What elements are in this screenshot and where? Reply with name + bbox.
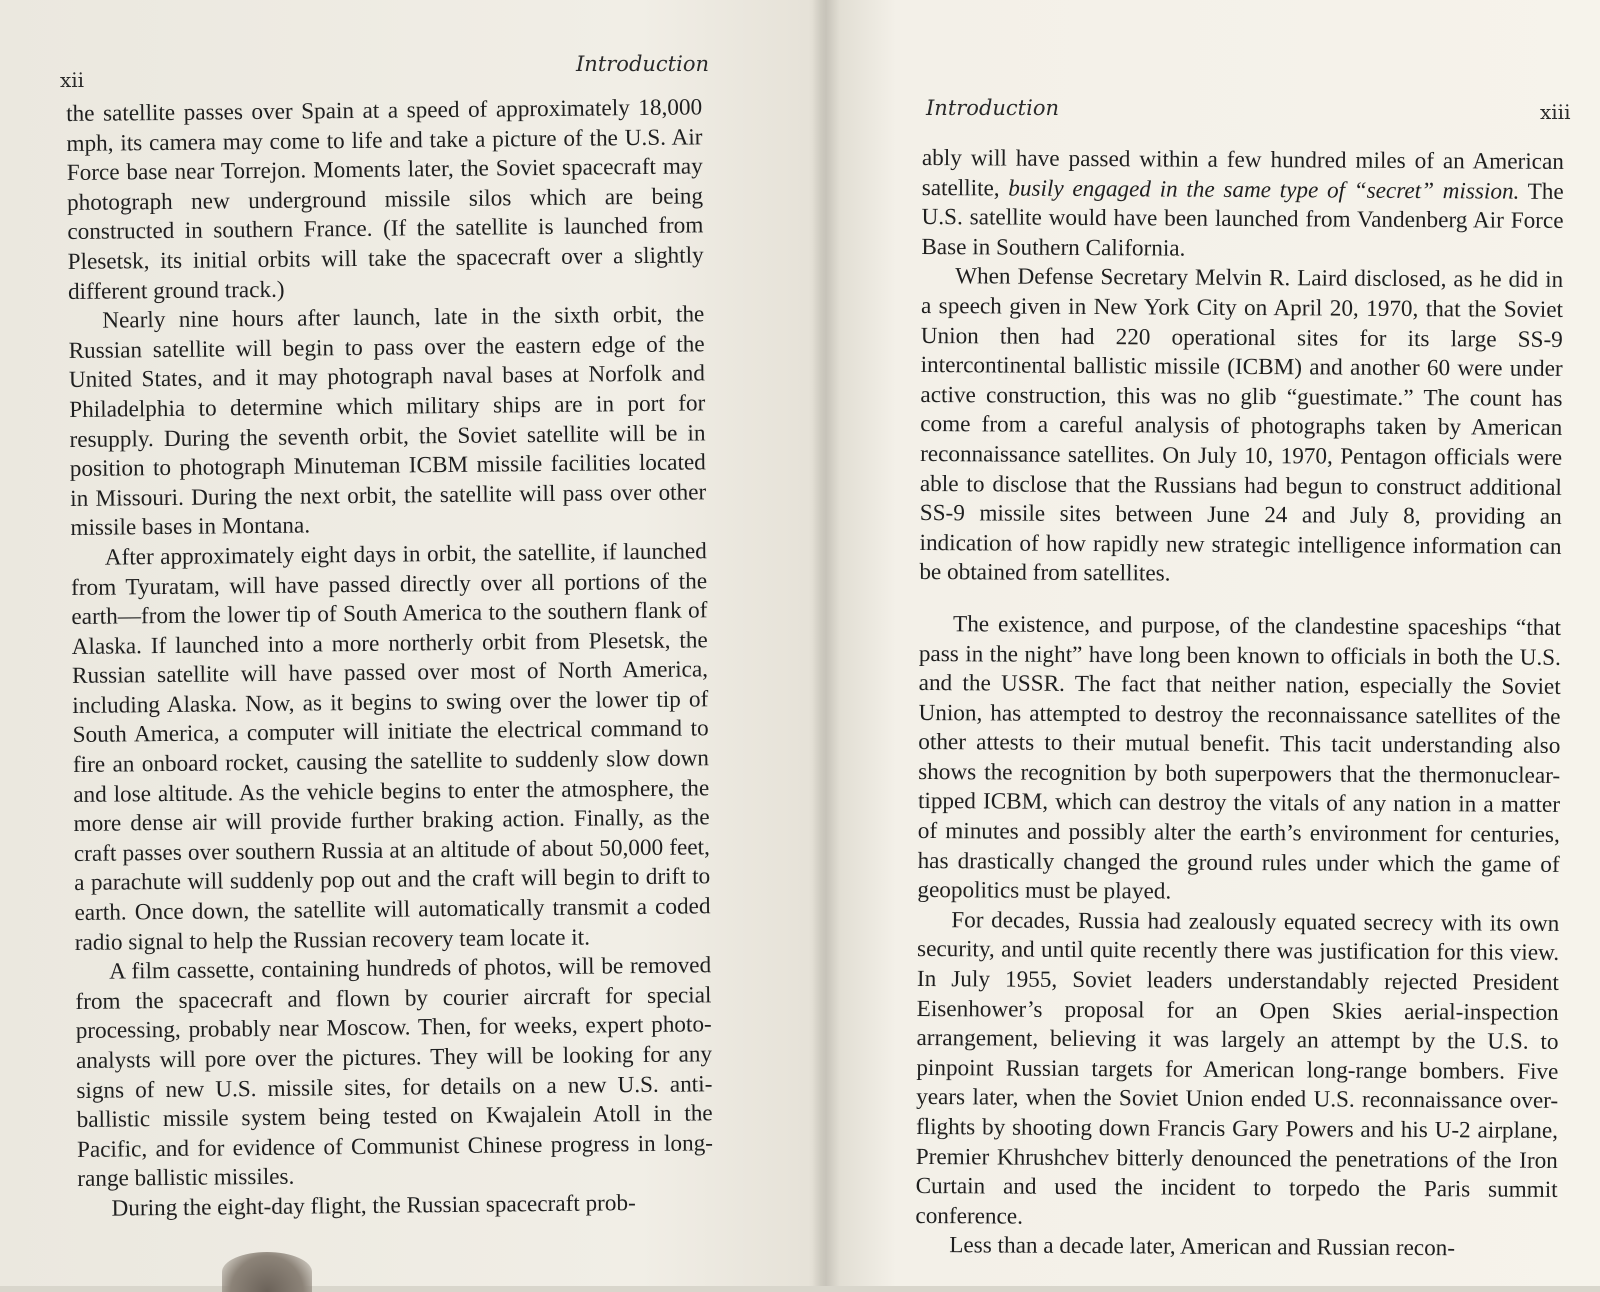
paragraph: the satellite passes over Spain at a speed of approximately 18,000 mph, its camera may come to life and take a picture of the U.S. Air Force base near Torrejon. Moments later, the Soviet spacecraft may photograph new underground missile silos which are being constructed in southern France. (If the satellite is launched from Plesetsk, its initial orbits will take the spacecraft over a slightly different ground track.) — [66, 94, 704, 305]
paragraph-tail: The U.S. satellite would have been launched from Vandenberg Air Force Base in Southern California. — [921, 178, 1564, 262]
paragraph: During the eight-day flight, the Russian spacecraft prob- — [111, 1190, 636, 1222]
paragraph: After approximately eight days in orbit, the satellite, if launched from Tyuratam, will have passed directly over all portions of the earth—from the lower tip of South America to the southern flank of Alaska. If launched into a more northerly orbit from Plesetsk, the Russian satellite will have passed over most of North America, including Alaska. Now, as it begins to swing over the lower tip of South America, a computer will initiate the electrical command to fire an onboard rocket, causing the satellite to suddenly slow down and lose altitude. As the vehicle begins to enter the atmosphere, the more dense air will provide further braking action. Finally, as the craft passes over southern Russia at an altitude of about 50,000 feet, a parachute will suddenly pop out and the craft will begin to drift to earth. Once down, the satellite will automatically transmit a coded radio signal to help the Russian recovery team locate it. — [70, 538, 711, 956]
paragraph: The existence, and purpose, of the clandestine spaceships “that pass in the night” have long been known to officials in both the U.S. and the USSR. The fact that neither nation, especially the Soviet Union, has attempted to destroy the reconnaissance satellites of the other attests to their mutual benefit. This tacit understanding also shows the recognition by both superpowers that the thermonuclear-tipped ICBM, which can destroy the vitals of any nation in a matter of minutes and possibly alter the earth’s environment for centuries, has drastically changed the ground rules under which the game of geopolitics must be played. — [917, 611, 1562, 905]
page-number-left: xii — [60, 68, 85, 92]
page-number-right: xiii — [1540, 100, 1571, 124]
paragraph: Less than a decade later, American and Russian recon- — [949, 1232, 1456, 1262]
right-body-text — [915, 144, 1564, 1265]
paragraph: A film cassette, containing hundreds of photos, will be removed from the spacecraft and flown by courier aircraft for special processing, probably near Moscow. Then, for weeks, expert photo-analysts will pore over the pictures. They will be looking for any signs of new U.S. missile sites, for details on a new U.S. anti-ballistic missile system being tested on Kwajalein Atoll in the Pacific, and for evidence of Communist Chinese progress in long-range ballistic missiles. — [75, 952, 714, 1193]
left-body-text — [66, 93, 714, 1224]
paragraph: For decades, Russia had zealously equated secrecy with its own security, and until quite recently there was justification for this view. In July 1955, Soviet leaders understandably rejected President Eisenhower’s proposal for an Open Skies aerial-inspection arrangement, believing it was largely an attempt by the U.S. to pinpoint Russian targets for American long-range bombers. Five years later, when the Soviet Union ended U.S. reconnaissance over-flights by shooting down Francis Gary Powers and his U-2 airplane, Premier Khrushchev bitterly denounced the penetrations of the Iron Curtain and used the incident to torpedo the Paris summit conference. — [915, 907, 1560, 1230]
running-head-left: Introduction — [576, 52, 709, 76]
paragraph — [921, 144, 1564, 266]
paragraph-italic: busily engaged in the same type of “secret” mission. — [1008, 175, 1520, 205]
book-gutter — [812, 0, 840, 1286]
paragraph-lead: ably will have passed within a few hundred miles of an American satellite, — [921, 144, 1564, 202]
paragraph: When Defense Secretary Melvin R. Laird disclosed, as he did in a speech given in New York City on April 20, 1970, that the Soviet Union then had 220 operational sites for its large SS-9 intercontinental ballistic missile (ICBM) and another 60 were under active construction, this was no glib “guestimate.” The count has come from a careful analysis of photographs taken by American reconnaissance satellites. On July 10, 1970, Pentagon officials were able to disclose that the Russians had begun to construct additional SS-9 missile sites between June 24 and July 8, providing an indication of how rapidly new strategic intelligence information can be obtained from satellites. — [919, 263, 1564, 587]
thumb-shadow — [222, 1252, 312, 1292]
right-page — [840, 0, 1600, 1286]
running-head-right: Introduction — [926, 96, 1059, 120]
paragraph: Nearly nine hours after launch, late in the sixth orbit, the Russian satellite will begin to pass over the eastern edge of the United States, and it may photograph naval bases at Norfolk and Philadelphia to determine which military ships are in port for resupply. During the seventh orbit, the Soviet satellite will be in position to photograph Minuteman ICBM missile facilities located in Missouri. During the next orbit, the satellite will pass over other missile bases in Montana. — [68, 301, 707, 542]
